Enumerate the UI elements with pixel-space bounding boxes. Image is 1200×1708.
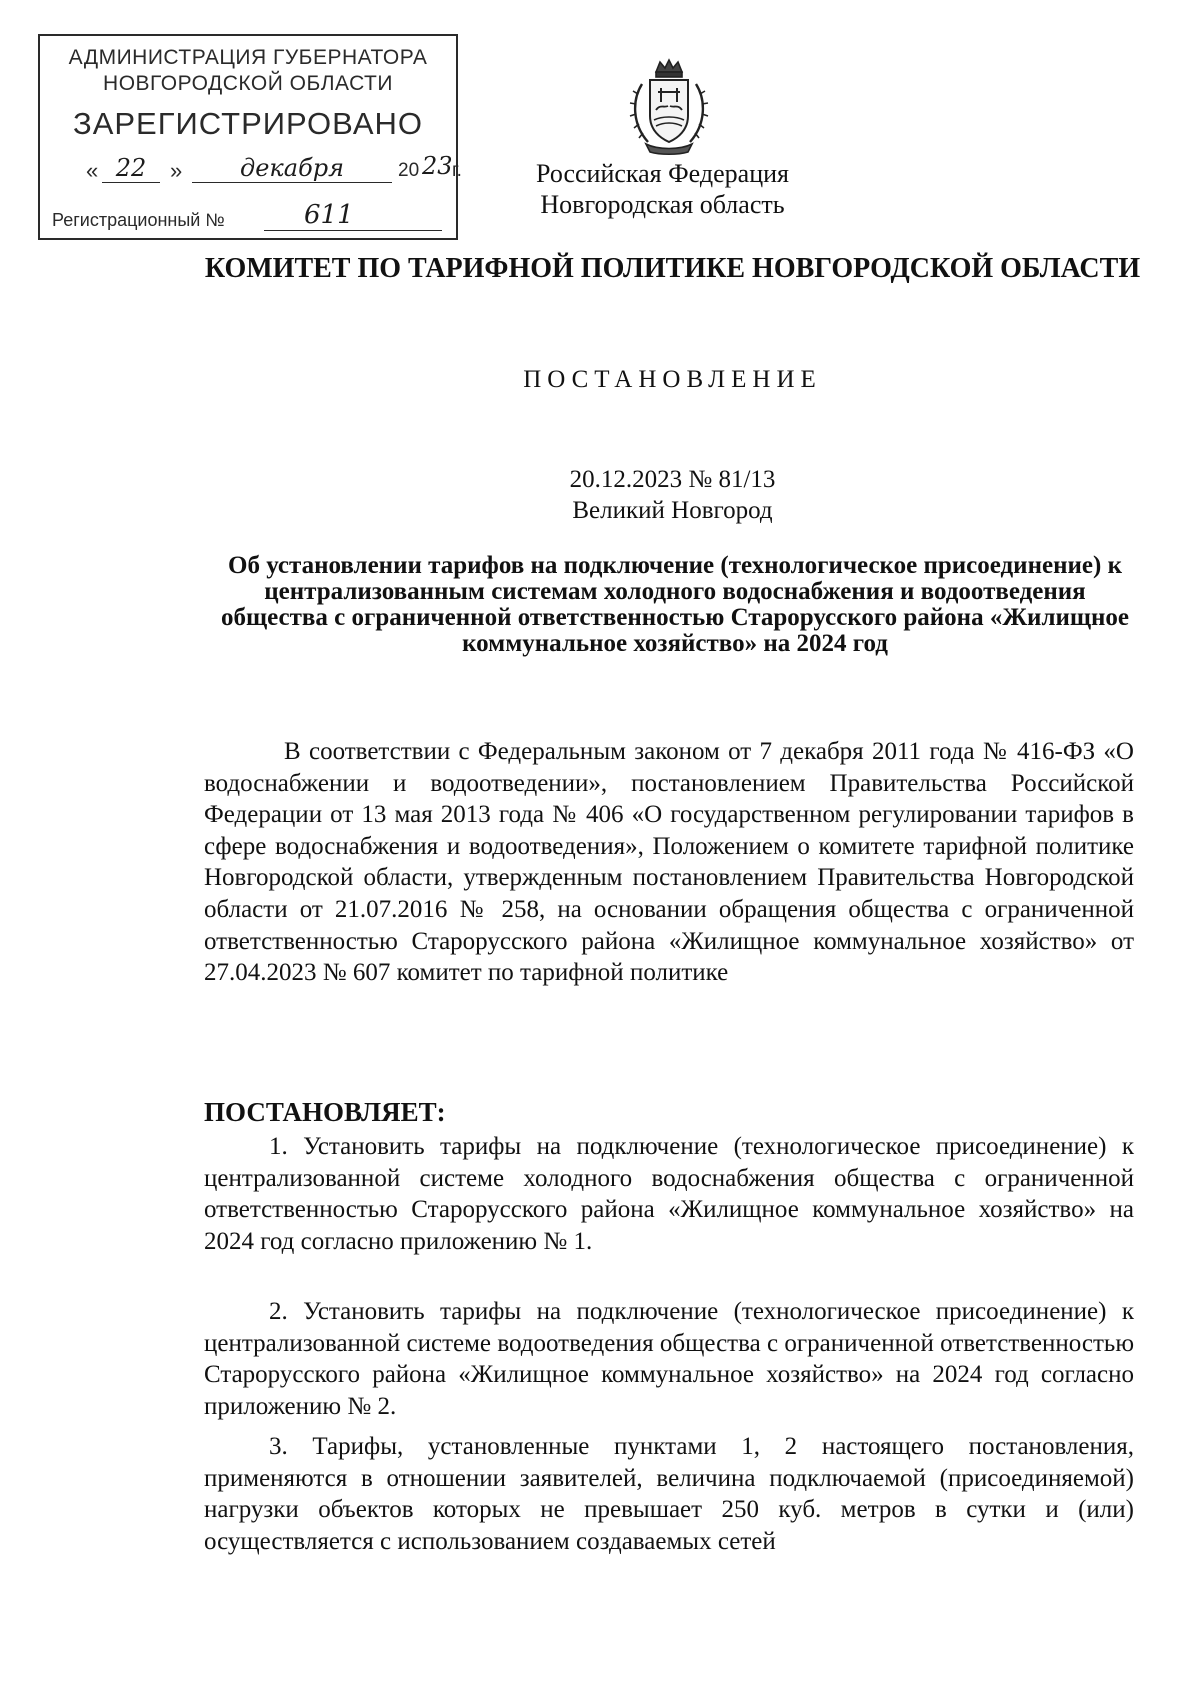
committee-title: КОМИТЕТ ПО ТАРИФНОЙ ПОЛИТИКЕ НОВГОРОДСКОЙ ОБЛАСТИ — [204, 253, 1141, 284]
stamp-authority-line2: НОВГОРОДСКОЙ ОБЛАСТИ — [103, 72, 393, 95]
stamp-year: 23 — [422, 152, 453, 180]
document-city: Великий Новгород — [572, 497, 773, 524]
stamp-status: ЗАРЕГИСТРИРОВАНО — [72, 106, 423, 141]
document-date-number-block — [150, 464, 1195, 526]
item-2-paragraph: 2. Установить тарифы на подключение (технологическое присоединение) к централизованной системе водоотведения общества с ограниченной ответственностью Старорусского района «Жилищное коммунальное хозяйство» на 2024 год согласно приложению № 2. — [204, 1298, 1134, 1420]
stamp-quote-open: « — [86, 158, 99, 183]
item-3-paragraph: 3. Тарифы, установленные пунктами 1, 2 настоящего постановления, применяются в отношении заявителей, величина подключаемой (присоединяемой) нагрузки объектов которых не превышает 250 куб. метров в сутки и (или) осуществляется с использованием создаваемых сетей — [204, 1433, 1134, 1555]
stamp-registration-number — [52, 200, 448, 234]
stamp-date — [80, 152, 462, 190]
stamp-reg-label: Регистрационный № — [52, 210, 225, 230]
coat-of-arms-icon — [628, 58, 710, 156]
header-country-region — [536, 158, 789, 220]
stamp-year-prefix: 20 — [398, 160, 420, 181]
item-1-paragraph: 1. Установить тарифы на подключение (технологическое присоединение) к централизованной системе холодного водоснабжения общества с ограниченной ответственностью Старорусского района «Жилищное коммунальное хозяйство» на 2024 год согласно приложению № 1. — [204, 1133, 1134, 1255]
stamp-day: 22 — [102, 154, 160, 183]
document-subject: Об установлении тарифов на подключение (технологическое присоединение) к централизованным системам холодного водоснабжения и водоотведения общества с ограниченной ответственностью Старорусского района «Жилищное коммунальное хозяйство» на 2024 год — [221, 552, 1129, 657]
stamp-month: декабря — [192, 154, 392, 183]
registration-stamp — [38, 34, 462, 240]
stamp-reg-number: 611 — [264, 200, 442, 231]
stamp-year-suffix: г. — [452, 160, 462, 181]
stamp-quote-close: » — [170, 158, 183, 183]
header-region: Новгородская область — [540, 190, 785, 219]
stamp-authority-line1: АДМИНИСТРАЦИЯ ГУБЕРНАТОРА — [68, 46, 428, 69]
header-country: Российская Федерация — [536, 159, 789, 188]
decree-heading: ПОСТАНОВЛЯЕТ: — [204, 1097, 446, 1127]
preamble-paragraph: В соответствии с Федеральным законом от 7 декабря 2011 года № 416-ФЗ «О водоснабжении и водоотведении», постановлением Правительства Российской Федерации от 13 мая 2013 года № 406 «О государственном регулировании тарифов в сфере водоснабжения и водоотведения», Положением о комитете тарифной политике Новгородской области, утвержденным постановлением Правительства Новгородской области от 21.07.2016 № 258, на основании обращения общества с ограниченной ответственностью Старорусского района «Жилищное коммунальное хозяйство» от 27.04.2023 № 607 комитет по тарифной политике — [204, 738, 1134, 987]
document-type: ПОСТАНОВЛЕНИЕ — [523, 366, 822, 393]
document-date-number: 20.12.2023 № 81/13 — [569, 466, 776, 493]
